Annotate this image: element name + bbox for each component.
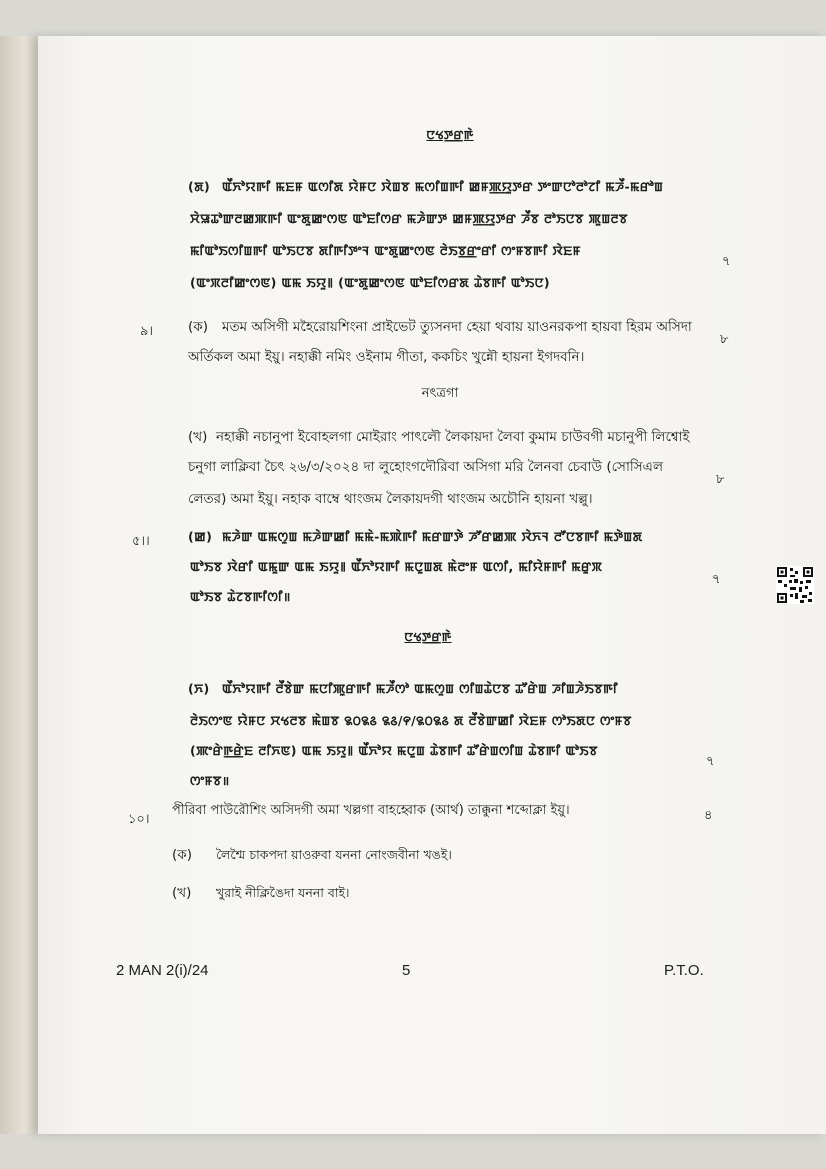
question-number: ১০। <box>128 812 150 827</box>
section-heading-or: ꯅꯠꯇ꯭ꯔꯒꯥ <box>404 630 452 644</box>
question-line: ꯑꯩꯈꯣꯌꯒꯤ ꯃꯐꯝ ꯑꯁꯤꯗ ꯌꯥꯝꯅ ꯋꯥꯡꯕ ꯃꯁꯤꯡꯒꯤ ꯀꯝꯄ꯭ꯌꯨꯇꯔ ꯇꯦꯛꯅꯣꯂꯣꯖꯤ ꯃꯍꯩ-ꯃꯔꯣꯡ <box>222 179 664 194</box>
pto-label: P.T.O. <box>664 962 704 979</box>
option-label: (ꯈ) <box>188 681 210 696</box>
option-label: (ꯀ) <box>188 529 213 544</box>
section-heading-or: নৎত্রগা <box>421 386 459 401</box>
question-text: পীরিবা পাউরৌশিং অসিদগী অমা খল্লগা বাহহ্বোক (আর্থ) তাক্কুনা শব্দোক্লা ইয়ু। <box>172 803 570 818</box>
question-number: ৯। <box>140 324 154 339</box>
paper-code: 2 MAN 2(i)/24 <box>116 962 209 979</box>
question-line: লেতর) অমা ইয়ু। নহাক বাম্বে থাংজম লৈকায়দগী থাংজম অচৌনি হায়না খল্লু। <box>188 491 593 507</box>
question-line: ꯁꯦꯝꯕ॥ <box>190 773 230 788</box>
question-line: নহাক্কী নচানুপা ইবোহলগা মোইরাং পাৎলৌ লৈকায়দা লৈবা কুমাম চাউবগী মচানুপী লিশ্বোই <box>216 429 690 445</box>
marks-value: ৭ <box>706 754 715 769</box>
question-line: চনুগা লাক্লিবা চৈৎ ২৬/৩/২০২৪ দা লুহোংগদৌরিবা অসিগা মরি লৈনবা চেবাউ (সোসিএল <box>188 459 664 475</box>
question-line: (ꯄꯦꯔꯥꯒ꯭ꯔꯥꯐ ꯂꯤꯈꯟ) ꯑꯃ ꯏꯌꯨ꯫ ꯑꯩꯈꯣꯌ ꯃꯅꯨꯡ ꯊꯥꯕꯒꯤ ꯊꯧꯔꯥꯡꯁꯤꯡ ꯊꯥꯕꯒꯤ ꯑꯣꯏꯕ <box>190 743 598 758</box>
marks-value: ৭ <box>712 572 721 587</box>
option-label: (খ) <box>172 885 192 901</box>
marks-value: ৮ <box>716 472 725 487</box>
question-line: (ꯑꯦꯞꯂꯤꯀꯦꯁꯟ) ꯑꯃ ꯏꯌꯨ꯫ (ꯑꯦꯗꯨꯀꯦꯁꯟ ꯑꯣꯐꯤꯁꯔꯗ ꯊꯥꯕꯒꯤ ꯑꯣꯏꯅ) <box>190 275 550 290</box>
question-number: ৫।। <box>132 534 150 549</box>
marks-value: ৭ <box>722 254 731 269</box>
page-number: 5 <box>402 962 411 979</box>
question-line: ꯃꯤꯑꯣꯏꯁꯤꯡꯒꯤ ꯑꯣꯏꯅꯕ ꯗꯤꯒꯤꯇꯦꯜ ꯑꯦꯗꯨꯀꯦꯁꯟ ꯂꯥꯏꯕ꯭ꯔꯦꯔꯤ ꯁꯦꯝꯕꯒꯤ ꯋꯥꯐꯝ <box>190 243 581 258</box>
question-line: ꯑꯣꯏꯕ ꯋꯥꯔꯤ ꯑꯃꯨꯛ ꯑꯃ ꯏꯌꯨ꯫ ꯑꯩꯈꯣꯌꯒꯤ ꯃꯅꯨꯡꯗ ꯃꯥꯂꯦꯝ ꯑꯁꯤ, ꯃꯤꯌꯥꯝꯒꯤ ꯃꯔꯨꯞ <box>190 559 603 574</box>
question-line: ꯃꯍꯥꯛ ꯑꯃꯁꯨꯡ ꯃꯍꯥꯛꯀꯤ ꯃꯃꯥ-ꯃꯄꯥꯒꯤ ꯃꯔꯛꯇꯥ ꯍꯧꯔꯀꯄ ꯋꯥꯈꯜ ꯂꯧꯅꯕꯒꯤ ꯃꯇꯥꯡꯗ <box>222 529 643 544</box>
option-text: খুরাই নীক্লিঙৈদা যননা বাই। <box>216 885 350 900</box>
qr-code-icon <box>776 566 814 604</box>
question-line: ꯑꯩꯈꯣꯌꯒꯤ ꯂꯩꯕꯥꯛ ꯃꯅꯤꯄꯨꯔꯒꯤ ꯃꯍꯩꯁꯣ ꯑꯃꯁꯨꯡ ꯁꯤꯡꯊꯥꯅꯕ ꯊꯧꯔꯥꯡ ꯍꯤꯡꯍꯥꯏꯕꯒꯤ <box>222 681 618 696</box>
section-heading-or: ꯅꯠꯇ꯭ꯔꯒꯥ <box>426 128 474 142</box>
marks-value: ৮ <box>720 332 729 347</box>
question-line: মতম অসিগী মহৈরোয়শিংনা প্রাইভেট ত্যুসনদা হেয়া থবায় য়াওনরকপা হায়বা হিরম অসিদা <box>222 319 692 335</box>
option-label: (ꯗ) <box>188 179 211 194</box>
question-line: ꯆꯥꯎꯊꯣꯛꯂꯀꯄꯒꯤ ꯑꯦꯗꯨꯀꯦꯁꯟ ꯑꯣꯐꯤꯁꯔ ꯃꯍꯥꯛꯇ ꯀꯝꯄ꯭ꯌꯨꯇꯔ ꯍꯩꯕ ꯂꯣꯏꯅꯕ ꯄꯨꯡꯂꯕ <box>190 211 628 226</box>
marks-value: ৪ <box>704 808 713 823</box>
option-label: (ক) <box>188 319 208 335</box>
question-line: অর্তিকল অমা ইয়ু। নহাক্কী নমিং ওইনাম গীতা, ককচিং খুন্নৌ হায়না ইগদবনি। <box>188 349 585 365</box>
option-label: (খ) <box>188 429 208 445</box>
option-text: লৈশ্মৈ চাকপদা য়াওরুবা যননা নোংজবীনা খঙই। <box>216 847 452 862</box>
question-line: ꯑꯣꯏꯕ ꯊꯥꯖꯕꯒꯤꯁꯤ॥ <box>190 589 291 604</box>
question-line: ꯂꯥꯏꯁꯦꯟ ꯌꯥꯝꯅ ꯆꯠꯂꯕ ꯃꯥꯡꯕ ꯲꯰꯲꯴ ꯲꯴/꯵/꯲꯰꯲꯴ ꯗ ꯂꯩꯕꯥꯛꯀꯤ ꯋꯥꯐꯝ ꯁꯣꯏꯗꯅ ꯁꯦꯝꯕ <box>190 713 632 728</box>
option-label: (ক) <box>172 847 192 863</box>
